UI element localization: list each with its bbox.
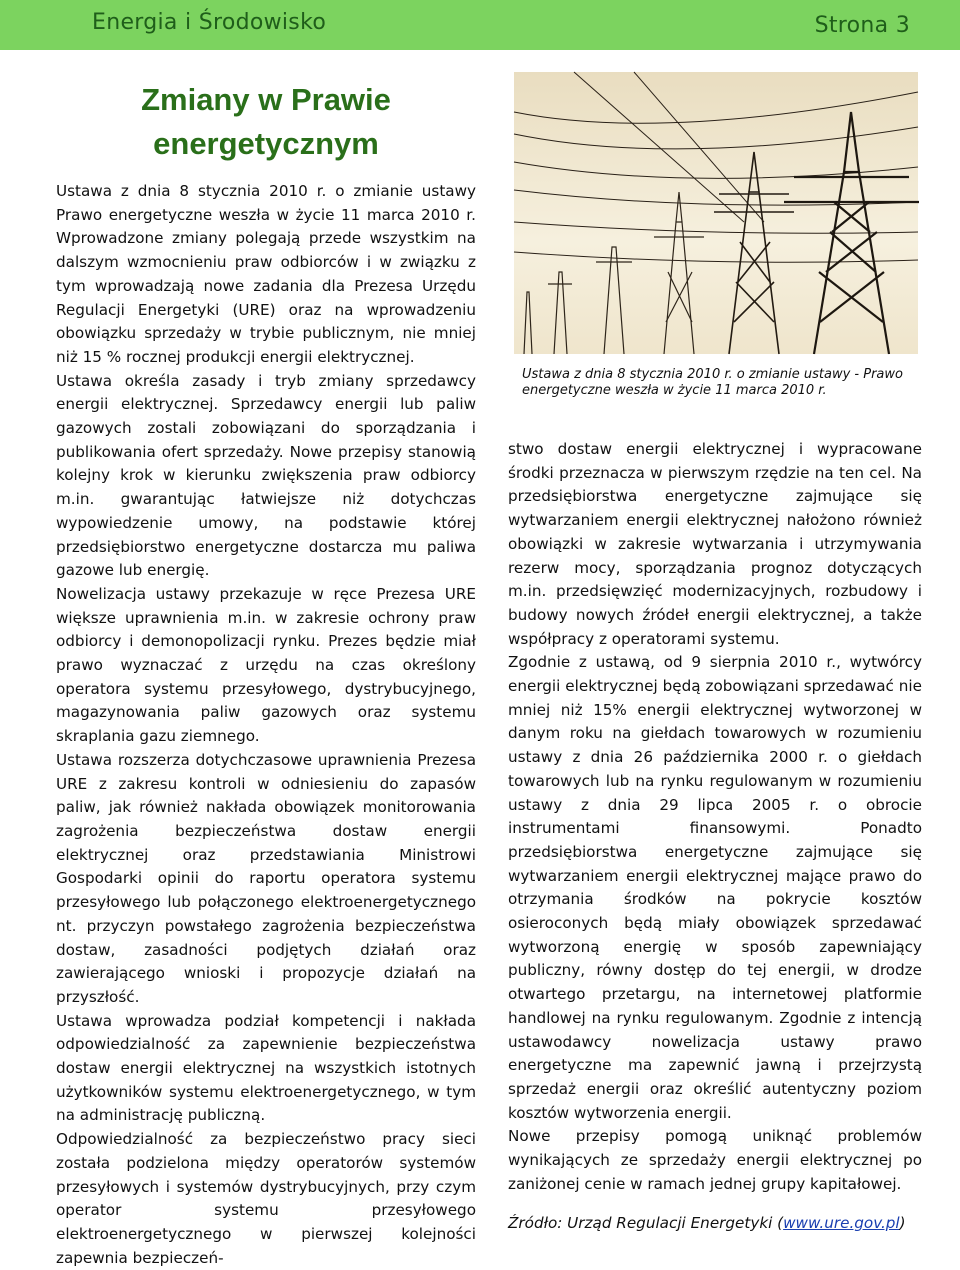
paragraph: Ustawa z dnia 8 stycznia 2010 r. o zmianie ustawy Prawo energetyczne weszła w życie 11 marca 2010 r. Wprowadzone zmiany polegają przede wszystkim na dalszym wzmocnieniu praw odbiorców i w związku z tym wprowadzają nowe zadania dla Prezesa Urzędu Regulacji Energetyki (URE) oraz na wprowadzeniu obowiązku sprzedaży w trybie publicznym, nie mniej niż 15 % rocznej produkcji energii elektrycznej. <box>56 182 476 366</box>
paragraph: Nowe przepisy pomogą uniknąć problemów wynikających ze sprzedaży energii elektrycznej po zaniżonej cenie w ramach jednej grupy kapitałowej. <box>508 1127 922 1193</box>
power-lines-photo <box>514 72 918 354</box>
page-number: Strona 3 <box>814 13 910 38</box>
paragraph: Ustawa rozszerza dotychczasowe uprawnienia Prezesa URE z zakresu kontroli w odniesieniu do zapasów paliw, jak również nakłada obowiązek monitorowania zagrożenia bezpieczeństwa dostaw energii elektrycznej oraz przedstawiania Ministrowi Gospodarki opinii do raportu operatora systemu przesyłowego lub połączonego elektroenergetycznego nt. przyczyn powstałego zagrożenia bezpieczeństwa dostaw, zasadności podjętych działań oraz zawierającego wnioski i propozycje działań na przyszłość. <box>56 750 476 1006</box>
article-title <box>56 78 476 166</box>
article-title-line-1: Zmiany w Prawie <box>141 82 391 117</box>
page-header <box>0 0 960 50</box>
paragraph: Ustawa wprowadza podział kompetencji i nakłada odpowiedzialność za zapewnienie bezpieczeństwa dostaw energii elektrycznej na wszystkich istotnych użytkowników systemu elektroenergetycznego, w tym na administrację publiczną. <box>56 1011 476 1125</box>
source-suffix: ) <box>899 1214 906 1232</box>
paragraph: stwo dostaw energii elektrycznej i wypracowane środki przeznacza w pierwszym rzędzie na ten cel. Na przedsiębiorstwa energetyczne zajmujące się wytwarzaniem energii elektrycznej nałożono również obowiązki w zakresie wytwarzania i utrzymywania rezerw mocy, sporządzania prognoz dotyczących m.in. przedsięwzięć modernizacyjnych, rozbudowy i budowy nowych źródeł energii elektrycznej, a także współpracy z operatorami systemu. <box>508 440 922 648</box>
article-title-line-2: energetycznym <box>153 126 379 161</box>
power-pylon-illustration <box>514 72 918 354</box>
source-note <box>508 1214 928 1232</box>
source-link[interactable]: www.ure.gov.pl <box>783 1214 900 1232</box>
source-prefix: Źródło: Urząd Regulacji Energetyki ( <box>508 1214 784 1232</box>
paragraph: Zgodnie z ustawą, od 9 sierpnia 2010 r., wytwórcy energii elektrycznej będą zobowiązani sprzedawać nie mniej niż 15% energii elektrycznej wytworzonej w danym roku na giełdach towarowych w rozumieniu ustawy z dnia 26 października 2000 r. o giełdach towarowych lub na rynku regulowanym w rozumieniu ustawy z dnia 29 lipca 2005 r. o obrocie instrumentami finansowymi. Ponadto przedsiębiorstwa energetyczne zajmujące się wytwarzaniem energii elektrycznej mające prawo do otrzymania środków na pokrycie kosztów osieroconych będą miały obowiązek sprzedawać wytworzoną energię w sposób zapewniający publiczny, równy dostęp do tej energii, w drodze otwartego przetargu, na internetowej platformie handlowej na rynku regulowanym. Zgodnie z intencją ustawodawcy nowelizacja ustawy prawo energetyczne ma zapewnić jawną i przejrzystą sprzedaż energii oraz określić autentyczny poziom kosztów wytworzenia energii. <box>508 653 922 1122</box>
paragraph: Odpowiedzialność za bezpieczeństwo pracy sieci została podzielona między operatorów systemów przesyłowych i systemów dystrybucyjnych, przy czym operator systemu przesyłowego elektroenergetycznego w pierwszej kolejności zapewnia bezpieczeń- <box>56 1130 476 1267</box>
paragraph: Nowelizacja ustawy przekazuje w ręce Prezesa URE większe uprawnienia m.in. w zakresie ochrony praw odbiorcy i demonopolizacji rynku. Prezes będzie miał prawo wyznaczać z urzędu na czas określony operatora systemu przesyłowego, dystrybucyjnego, magazynowania paliw gazowych oraz systemu skraplania gazu ziemnego. <box>56 584 476 746</box>
paragraph: Ustawa określa zasady i tryb zmiany sprzedawcy energii elektrycznej. Sprzedawcy energii lub paliw gazowych zostali zobowiązani do sporządzania i publikowania ofert sprzedaży. Nowe przepisy stanowią kolejny krok w kierunku zwiększenia praw odbiorcy m.in. gwarantując łatwiejsze niż dotychczas wypowiedzenie umowy, na podstawie której przedsiębiorstwo energetyczne dostarcza mu paliwa gazowe lub energię. <box>56 371 476 580</box>
publication-title: Energia i Środowisko <box>92 10 327 35</box>
image-caption: Ustawa z dnia 8 stycznia 2010 r. o zmianie ustawy - Prawo energetyczne weszła w życie 11 marca 2010 r. <box>522 367 903 398</box>
left-column <box>56 180 476 1270</box>
right-column <box>508 438 922 1197</box>
